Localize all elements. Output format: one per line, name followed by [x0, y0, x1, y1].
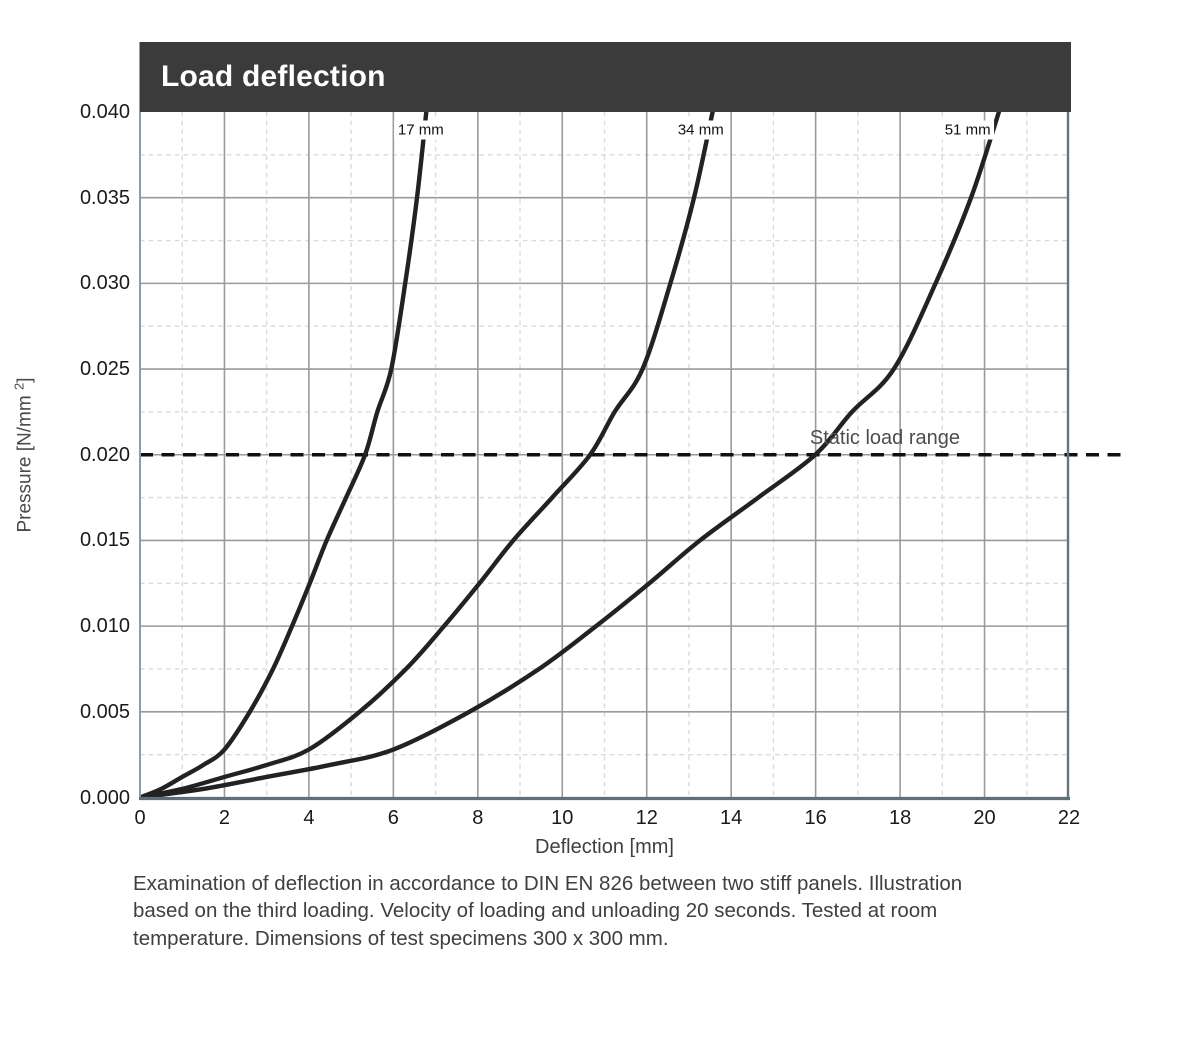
y-tick-label: 0.005: [79, 700, 130, 723]
chart-title: Load deflection: [161, 60, 386, 93]
caption: [133, 870, 1073, 952]
x-tick-label: 2: [218, 807, 231, 829]
chart-title-bar: [140, 42, 1071, 112]
x-tick-label: 10: [551, 807, 574, 829]
y-tick-label: 0.015: [79, 529, 130, 552]
y-tick-label: 0.035: [79, 186, 130, 209]
x-tick-label: 14: [720, 807, 743, 829]
x-axis-title: Deflection [mm]: [535, 836, 674, 858]
x-tick-label: 22: [1057, 807, 1081, 829]
x-tick-label: 18: [888, 807, 912, 829]
curve-label-51-mm: 51 mm: [941, 121, 995, 140]
x-tick-label: 16: [804, 807, 827, 829]
caption-line: based on the third loading. Velocity of loading and unloading 20 seconds. Tested at room: [133, 899, 938, 923]
y-tick-label: 0.025: [79, 358, 130, 381]
y-tick-label: 0.040: [79, 101, 130, 123]
y-tick-label: 0.030: [79, 272, 130, 295]
x-tick-label: 20: [973, 807, 996, 829]
x-tick-label: 6: [387, 807, 399, 829]
curve-label-34-mm: 34 mm: [674, 121, 728, 140]
y-axis-title: Pressure [N/mm $^2$]: [11, 377, 36, 533]
x-tick-label: 4: [303, 807, 315, 829]
x-tick-label: 8: [472, 807, 484, 829]
caption-line: Examination of deflection in accordance to DIN EN 826 between two stiff panels. Illustration: [133, 872, 963, 895]
y-tick-label: 0.000: [79, 786, 130, 809]
static-load-range-label: Static load range: [809, 427, 960, 449]
y-tick-label: 0.020: [79, 443, 130, 466]
superscript-2: 2: [11, 382, 27, 390]
x-tick-label: 12: [635, 807, 658, 829]
caption-line: temperature. Dimensions of test specimens 300 x 300 mm.: [133, 926, 669, 950]
y-tick-label: 0.010: [79, 615, 130, 638]
x-tick-label: 0: [134, 807, 146, 829]
curve-label-17-mm: 17 mm: [394, 121, 448, 140]
